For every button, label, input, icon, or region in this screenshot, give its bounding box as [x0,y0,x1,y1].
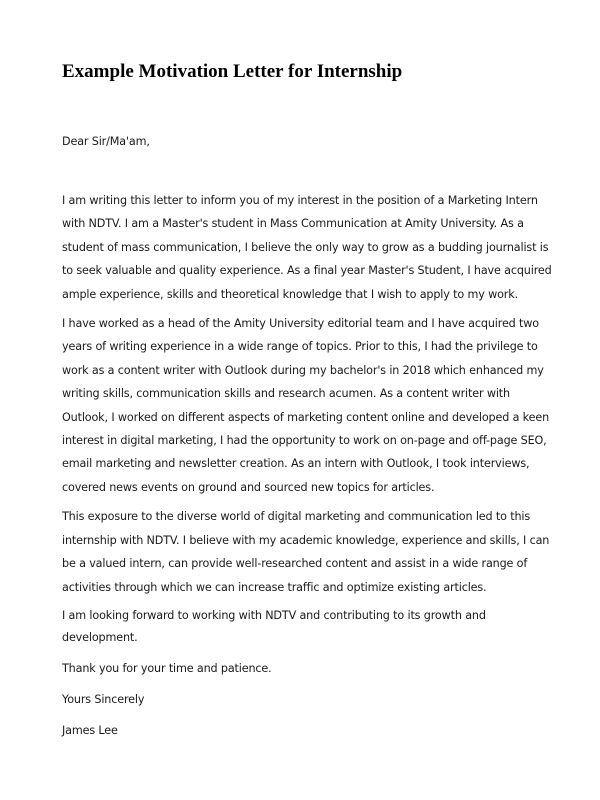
letter-title: Example Motivation Letter for Internship [62,61,403,82]
paragraph-exposure: This exposure to the diverse world of digital marketing and communication led to this internship with NDTV. I believe with my academic knowledge, experience and skills, I can be a valued intern, can provide well-researched content and assist in a wide range of activities through which we can increase traffic and optimize existing articles. [62,510,550,594]
salutation: Dear Sir/Ma'am, [62,135,150,148]
paragraph-looking-forward: I am looking forward to working with NDTV and contributing to its growth and development. [62,608,486,644]
paragraph-interest: I am writing this letter to inform you of my interest in the position of a Marketing Intern with NDTV. I am a Master's student in Mass Communication at Amity University. As a student of mass communication, I believe the only way to grow as a budding journalist is to seek valuable and quality experience. As a final year Master's Student, I have acquired ample experience, skills and theoretical knowledge that I wish to apply to my work. [62,194,552,301]
closing: Yours Sincerely [62,692,145,706]
letter-body [62,129,552,742]
signature-name: James Lee [62,723,118,737]
paragraph-thanks: Thank you for your time and patience. [62,661,272,675]
paragraph-experience: I have worked as a head of the Amity University editorial team and I have acquired two years of writing experience in a wide range of topics. Prior to this, I had the privilege to work as a content writer with Outlook during my bachelor's in 2018 which enhanced my writing skills, communication skills and research acumen. As a content writer with Outlook, I worked on different aspects of marketing content online and developed a keen interest in digital marketing, I had the opportunity to work on on-page and off-page SEO, email marketing and newsletter creation. As an intern with Outlook, I took interviews, covered news events on ground and sourced new topics for articles. [62,317,550,494]
